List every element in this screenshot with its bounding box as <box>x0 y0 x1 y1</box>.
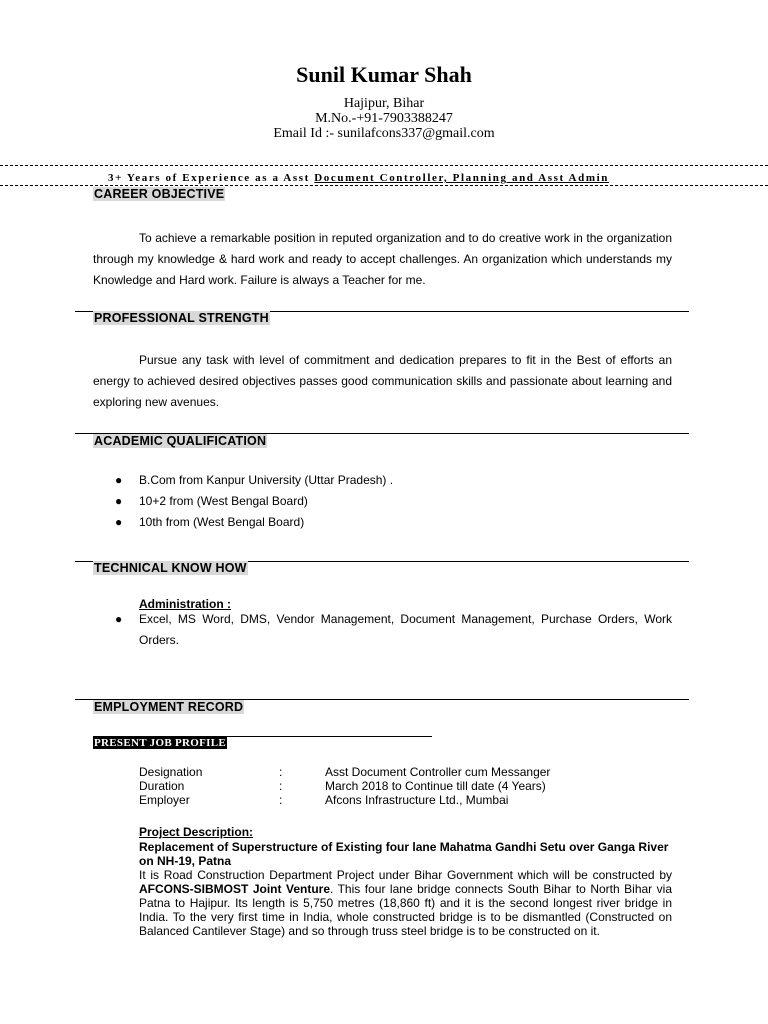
academic-qualification-heading: ACADEMIC QUALIFICATION <box>94 434 267 448</box>
joint-venture-name: AFCONS-SIBMOST Joint Venture <box>139 882 330 896</box>
technical-skills-text: Excel, MS Word, DMS, Vendor Management, Document Management, Purchase Orders, Work Orders. <box>139 612 672 647</box>
field-label: Duration <box>139 779 185 793</box>
career-objective-heading: CAREER OBJECTIVE <box>94 187 225 201</box>
field-label: Employer <box>139 793 190 807</box>
career-objective-text: To achieve a remarkable position in reputed organization and to do creative work in the organization through my knowledge & hard work and ready to accept challenges. An organization which understands my Knowledge and Hard work. Failure is always a Teacher for me. <box>93 231 672 287</box>
present-job-profile-label: PRESENT JOB PROFILE <box>94 737 227 749</box>
candidate-name: Sunil Kumar Shah <box>296 62 472 87</box>
project-text-part: . This four lane bridge connects South Bihar to North Bihar via Patna to Hajipur. Its length is 5,750 metres (18,860 ft) and it is the second longest river bridge in India. To the very first time in India, whole constructed bridge is to be dismantled (Constructed on Balanced Cantilever Stage) and so through truss steel bridge is to be constructed on it. <box>139 882 672 938</box>
bullet-icon: ● <box>115 515 123 529</box>
bullet-icon: ● <box>115 473 123 487</box>
bullet-icon: ● <box>115 612 123 626</box>
tagline-prefix: 3+ Years of Experience as a Asst <box>108 172 315 184</box>
academic-list <box>115 470 675 533</box>
field-label: Designation <box>139 765 203 779</box>
academic-item: 10+2 from (West Bengal Board) <box>139 494 308 508</box>
employment-record-heading: EMPLOYMENT RECORD <box>94 700 244 714</box>
project-description-text <box>139 868 672 938</box>
professional-strength-heading: PROFESSIONAL STRENGTH <box>94 311 269 325</box>
academic-item: 10th from (West Bengal Board) <box>139 515 305 529</box>
academic-item: B.Com from Kanpur University (Uttar Pradesh) . <box>139 473 394 487</box>
list-item <box>115 512 675 533</box>
email-address: Email Id :- sunilafcons337@gmail.com <box>273 126 495 141</box>
list-item <box>115 470 675 491</box>
field-value: March 2018 to Continue till date (4 Years) <box>325 779 546 793</box>
field-value: Afcons Infrastructure Ltd., Mumbai <box>325 793 509 807</box>
field-value: Asst Document Controller cum Messanger <box>325 765 551 779</box>
field-colon: : <box>279 793 283 807</box>
location-text: Hajipur, Bihar <box>343 96 425 111</box>
dashed-divider-top <box>0 165 768 166</box>
mobile-number: M.No.-+91-7903388247 <box>315 111 453 126</box>
dashed-divider-bottom <box>0 185 768 186</box>
project-description-label: Project Description: <box>139 825 254 839</box>
technical-know-how-heading: TECHNICAL KNOW HOW <box>94 561 247 575</box>
tagline-roles: Document Controller, Planning and Asst Admin <box>314 172 609 184</box>
administration-subheading: Administration : <box>139 597 231 611</box>
project-text-part: It is Road Construction Department Project under Bihar Government which will be constructed by <box>139 868 672 882</box>
professional-strength-text: Pursue any task with level of commitment and dedication prepares to fit in the Best of efforts an energy to achieved desired objectives passes good communication skills and passionate about learning and exploring new avenues. <box>93 353 672 409</box>
experience-tagline <box>108 172 668 184</box>
field-colon: : <box>279 765 283 779</box>
list-item <box>115 491 675 512</box>
field-colon: : <box>279 779 283 793</box>
bullet-icon: ● <box>115 494 123 508</box>
project-title: Replacement of Superstructure of Existing four lane Mahatma Gandhi Setu over Ganga River on NH-19, Patna <box>139 840 669 868</box>
